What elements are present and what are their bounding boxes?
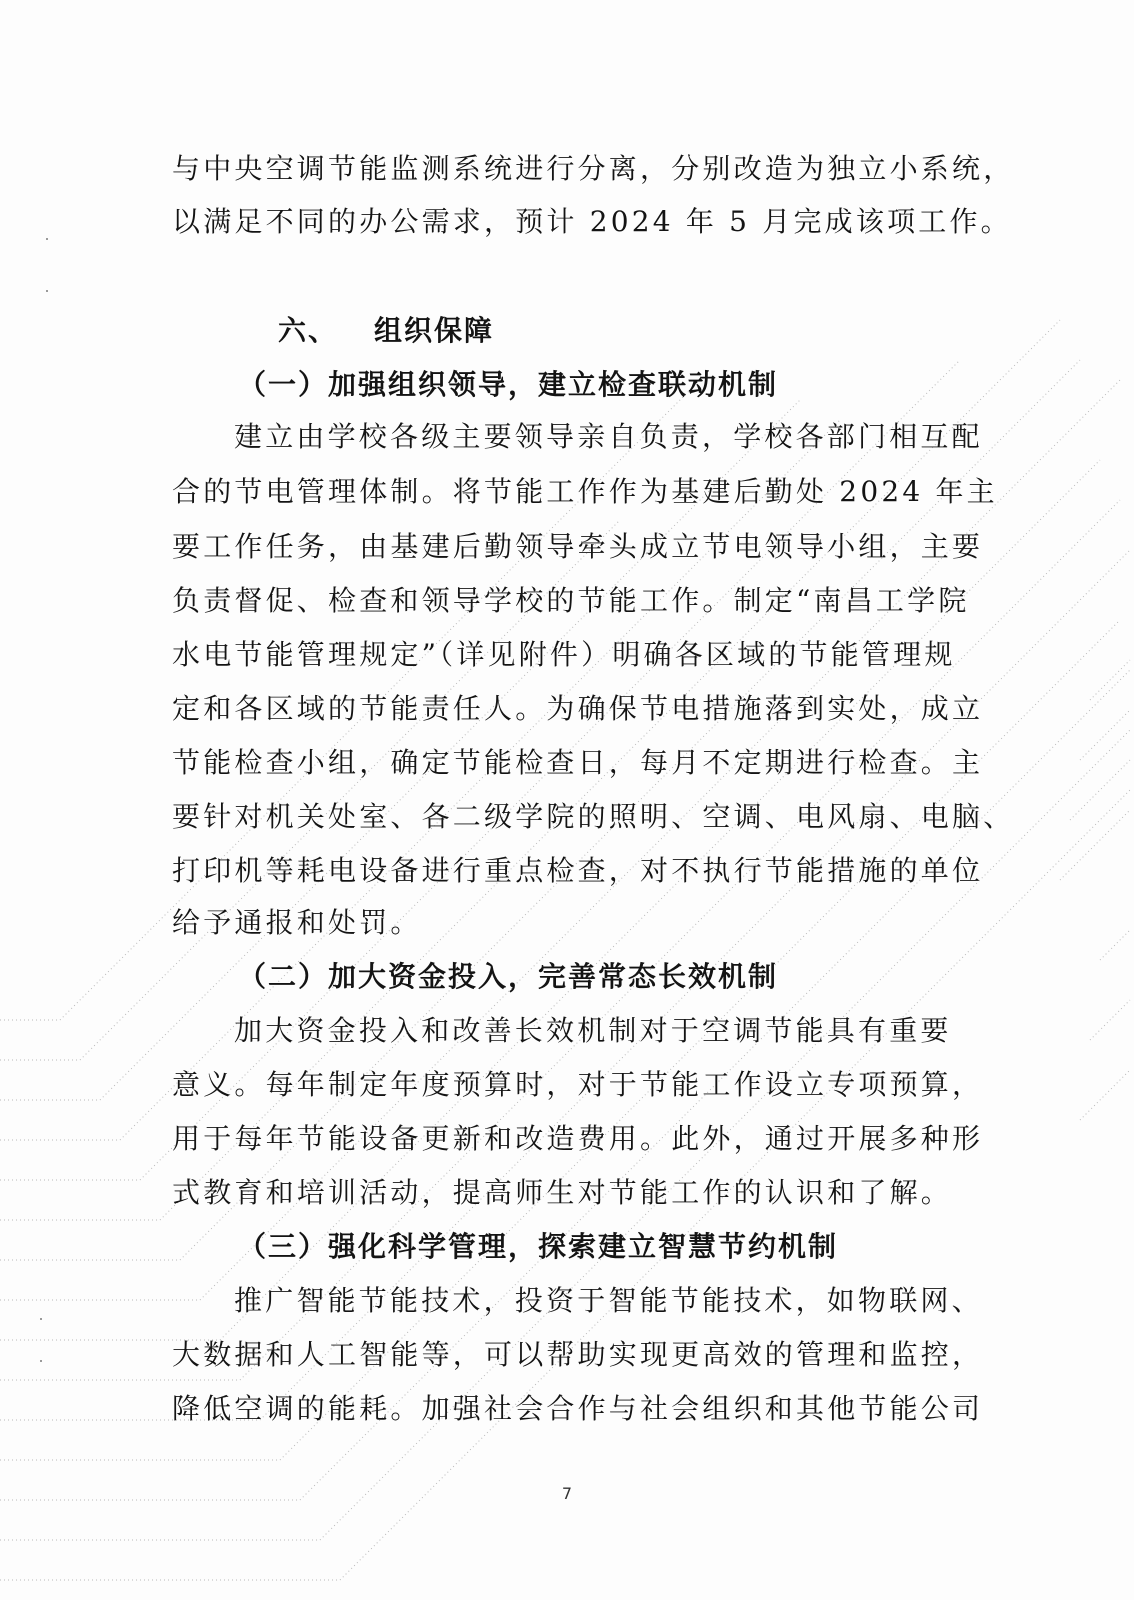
- section-number: 六、: [278, 314, 339, 347]
- subsection-1-line: 打印机等耗电设备进行重点检查，对不执行节能措施的单位: [172, 854, 984, 887]
- subsection-2-line: 式教育和培训活动，提高师生对节能工作的认识和了解。: [172, 1176, 953, 1209]
- subsection-3-line: 降低空调的能耗。加强社会合作与社会组织和其他节能公司: [172, 1392, 984, 1425]
- subsection-1-line: 要工作任务，由基建后勤领导牵头成立节电领导小组，主要: [172, 530, 984, 563]
- subsection-heading-3: （三）强化科学管理，探索建立智慧节约机制: [238, 1230, 839, 1263]
- subsection-1-line: 给予通报和处罚。: [172, 906, 422, 939]
- subsection-3-line: 大数据和人工智能等，可以帮助实现更高效的管理和监控，: [172, 1338, 984, 1371]
- subsection-2-line: 加大资金投入和改善长效机制对于空调节能具有重要: [234, 1014, 952, 1047]
- intro-line-1: 与中央空调节能监测系统进行分离，分别改造为独立小系统，: [172, 152, 1015, 185]
- subsection-3-line: 推广智能节能技术，投资于智能节能技术，如物联网、: [234, 1284, 983, 1317]
- subsection-1-line: 合的节电管理体制。将节能工作作为基建后勤处 2024 年主: [172, 475, 998, 508]
- section-title: 组织保障: [374, 314, 495, 347]
- page-number: 7: [561, 1484, 573, 1503]
- subsection-1-line: 定和各区域的节能责任人。为确保节电措施落到实处，成立: [172, 692, 984, 725]
- subsection-1-line: 建立由学校各级主要领导亲自负责，学校各部门相互配: [234, 420, 983, 453]
- intro-line-2: 以满足不同的办公需求，预计 2024 年 5 月完成该项工作。: [172, 205, 1012, 238]
- subsection-1-line: 节能检查小组，确定节能检查日，每月不定期进行检查。主: [172, 746, 984, 779]
- subsection-2-line: 用于每年节能设备更新和改造费用。此外，通过开展多种形: [172, 1122, 984, 1155]
- subsection-heading-1: （一）加强组织领导，建立检查联动机制: [238, 368, 779, 401]
- subsection-1-line: 负责督促、检查和领导学校的节能工作。制定“南昌工学院: [172, 584, 970, 617]
- subsection-heading-2: （二）加大资金投入，完善常态长效机制: [238, 960, 779, 993]
- subsection-2-line: 意义。每年制定年度预算时，对于节能工作设立专项预算，: [172, 1068, 984, 1101]
- subsection-1-line: 水电节能管理规定”（详见附件）明确各区域的节能管理规: [172, 638, 956, 671]
- subsection-1-line: 要针对机关处室、各二级学院的照明、空调、电风扇、电脑、: [172, 800, 1015, 833]
